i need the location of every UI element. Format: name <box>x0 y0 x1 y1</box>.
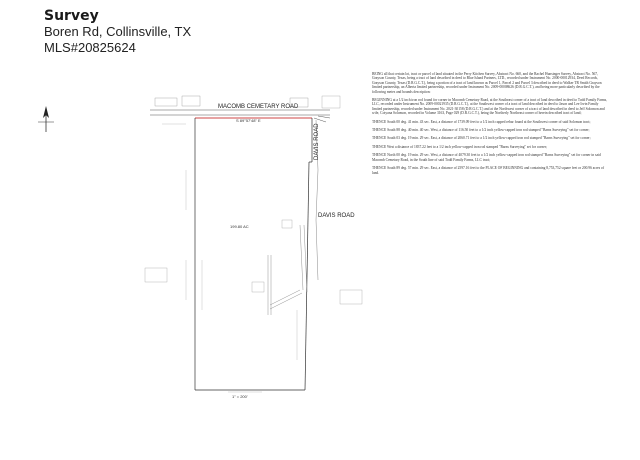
road-label-right: DAVIS ROAD <box>314 123 320 160</box>
road-label-east: DAVIS ROAD <box>318 213 355 219</box>
legal-paragraph: THENCE South 88 deg. 40 min. 40 sec. West, a distance of 116.50 feet to a 1/2 inch yellow-capped iron rod stamped "Barns Surveying" set for corner; <box>372 128 590 133</box>
adjoiner-blocks <box>145 96 362 304</box>
legal-paragraph: THENCE South 03 deg. 19 min. 29 sec. East, a distance of 2060.71 feet to a 1/2 inch yellow-capped iron rod stamped "Barns Surveying" set for corner; <box>372 136 591 141</box>
legal-paragraph: BEGINNING at a 1/2 inch iron rod found for corner in Macomb Cemetary Road, at the Southeast corner of a tract of land described in deed to Todd Family Farms, LLC, recorded under Instrument No. 2009-00021935 (D.R.G.C.T.), at the Southwest corner of a tract of land described in deed to Jason and Lee Irvin Family limited partnership, recorded under Instrument No. 2021-30158 (D.R.G.C.T.) and at the Northwest corner of a tract of land described in deed to Jeff Solomon and wife, Cotyana Solomon, recorded in Volume 3163, Page 029 (D.R.G.C.T.), being the Northerly Northeast corner of herein described tract of land; <box>372 98 608 116</box>
macomb-cemetary-road <box>150 104 330 123</box>
listing-mls: MLS#20825624 <box>44 40 136 55</box>
davis-road <box>314 116 355 280</box>
legal-paragraph: BEING all that certain lot, tract or parcel of land situated in the Perry Kitchen Survey, Abstract No. 660, and the Rachel Hunsinger Survey, Abstract No. 567, Grayson County, Texas, being a tract of land described in deed to Blue Island Partners, LTD., recorded under Instrument No. 2000-00012934, Deed Records, Grayson County, Texas (D.R.G.C.T.), being a portion of a tract of land known as Parcel 1, Parcel 2 and Parcel 3 described in deed to Walker TR Smith Grayson limited partnership, an Alberta limited partnership, recorded under Instrument No. 2009-00008626 (D.R.G.C.T.), and being more particularly described by the following metes and bounds description: <box>372 72 602 94</box>
legal-paragraph: THENCE West a distance of 1837.22 feet to a 1/2 inch yellow-capped iron rod stamped "Barns Surveying" set for corner; <box>372 144 548 149</box>
listing-header <box>44 8 191 56</box>
road-label-top: MACOMB CEMETARY ROAD <box>218 104 299 110</box>
bearing-label-top: S 89°57'48" E <box>236 118 261 123</box>
legal-paragraph: THENCE South 89 deg. 57 min. 29 sec. East, a distance of 2597.16 feet to the PLACE OF BEGINNING and containing 8,753,752 square feet or 200.96 acres of land. <box>372 166 605 175</box>
acreage-label: 199.80 AC <box>230 224 249 229</box>
side-bearing-marks <box>186 170 297 392</box>
legal-paragraph: THENCE North 00 deg. 19 min. 29 sec. West, a distance of 4079.30 feet to a 1/2 inch yellow-capped iron rod stamped "Barns Surveying" set for corner in said Macomb Cemetary Road, in the South line of said Todd Family Farms, LLC tract; <box>372 153 601 162</box>
legal-paragraph: THENCE South 00 deg. 41 min. 43 sec. East, a distance of 1739.09 feet to a 1/2 inch capped rebar found at the Southwest corner of said Solomon tract; <box>372 119 591 124</box>
interior-drive <box>268 225 307 315</box>
legal-description <box>372 72 608 179</box>
listing-address: Boren Rd, Collinsville, TX <box>44 24 192 39</box>
scale-label: 1" = 200' <box>232 394 248 399</box>
page-title: Survey <box>44 8 99 24</box>
property-boundary <box>195 118 312 390</box>
north-arrow-icon <box>38 106 54 132</box>
